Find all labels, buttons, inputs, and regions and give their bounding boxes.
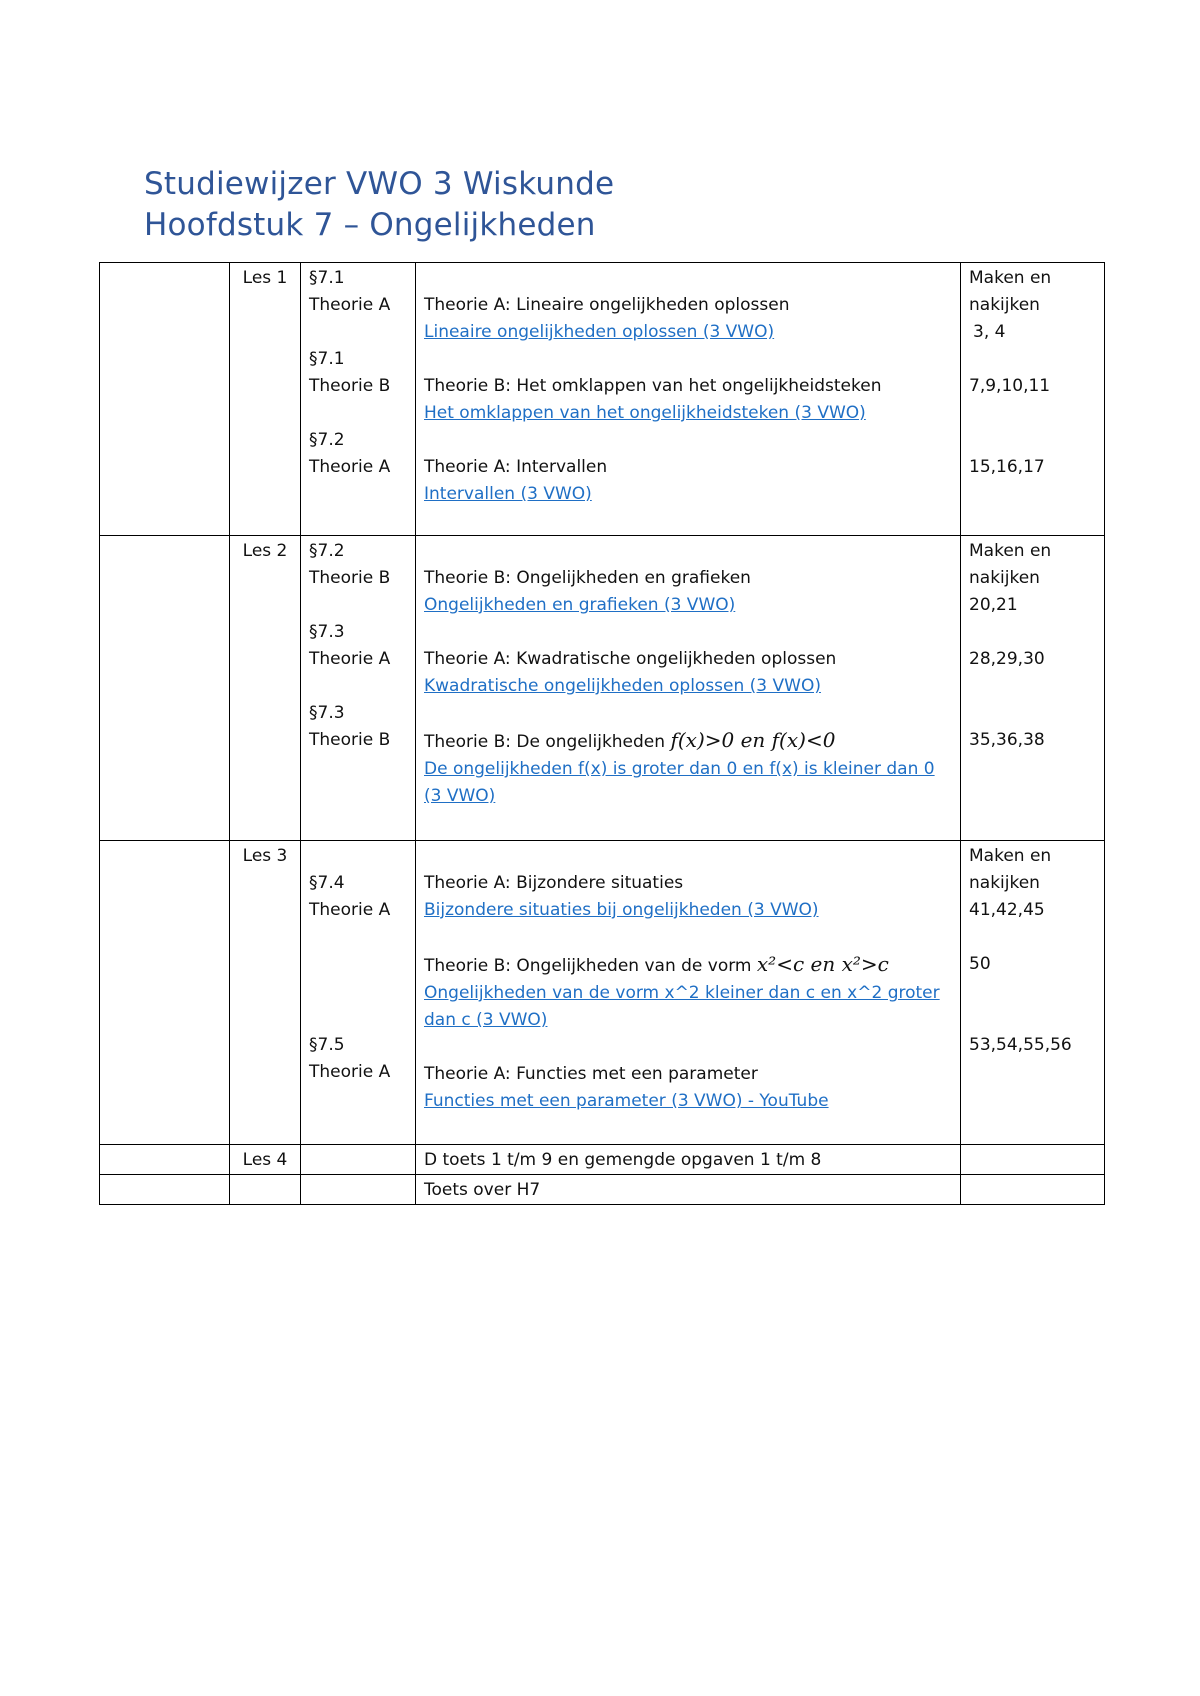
schedule-table [99,262,1105,1205]
theory-label: Theorie A: [424,457,511,477]
theory-label: Theorie A: [424,1064,511,1084]
assignment-heading: Maken en [969,846,1052,866]
theory-title: Functies met een parameter [516,1064,758,1084]
section-number: §7.1 [309,349,345,369]
exercises-cell [961,841,1105,1145]
table-row [100,536,1105,841]
empty-cell [301,1175,416,1205]
les-label: Les 2 [230,536,301,841]
section-theory: Theorie B [309,730,391,750]
video-link[interactable]: Het omklappen van het ongelijkheidsteken (3 VWO) [424,403,866,423]
theory-label: Theorie A: [424,873,511,893]
table-row [100,841,1105,1145]
video-link[interactable]: Intervallen (3 VWO) [424,484,592,504]
video-link[interactable]: Ongelijkheden en grafieken (3 VWO) [424,595,736,615]
content-cell: Toets over H7 [416,1175,961,1205]
exercise-numbers: 3, 4 [973,322,1006,342]
section-cell [301,841,416,1145]
section-theory: Theorie A [309,457,391,477]
les-label: Les 4 [230,1145,301,1175]
theory-heading [424,1061,952,1088]
table-row [100,263,1105,536]
section-theory: Theorie A [309,900,391,920]
theory-label: Theorie B: [424,568,511,588]
theory-heading [424,292,952,319]
theory-title: Ongelijkheden en grafieken [516,568,751,588]
theory-label: Theorie A: [424,649,511,669]
assignment-heading: nakijken [969,295,1040,315]
section-theory: Theorie B [309,568,391,588]
exercise-numbers: 7,9,10,11 [969,376,1051,396]
content-cell [416,841,961,1145]
theory-heading [424,454,952,481]
empty-cell [100,841,230,1145]
video-link[interactable]: Bijzondere situaties bij ongelijkheden (3 VWO) [424,900,819,920]
table-row [100,1175,1105,1205]
empty-cell [961,1145,1105,1175]
theory-title: Lineaire ongelijkheden oplossen [516,295,790,315]
theory-heading [424,870,952,897]
assignment-heading: Maken en [969,541,1052,561]
theory-heading [424,373,952,400]
assignment-heading: nakijken [969,568,1040,588]
video-link[interactable]: De ongelijkheden f(x) is groter dan 0 en f(x) is kleiner dan 0 (3 VWO) [424,759,935,806]
video-link[interactable]: Ongelijkheden van de vorm x^2 kleiner dan c en x^2 groter dan c (3 VWO) [424,983,940,1030]
exercise-numbers: 50 [969,954,991,974]
exercise-numbers: 28,29,30 [969,649,1045,669]
section-cell [301,263,416,536]
section-number: §7.2 [309,541,345,561]
theory-label: Theorie A: [424,295,511,315]
section-number: §7.5 [309,1035,345,1055]
empty-cell [100,1145,230,1175]
exercise-numbers: 15,16,17 [969,457,1045,477]
empty-cell [100,1175,230,1205]
theory-label: Theorie B: [424,732,511,752]
les-label [230,1175,301,1205]
section-number: §7.1 [309,268,345,288]
exercise-numbers: 35,36,38 [969,730,1045,750]
exercises-cell [961,536,1105,841]
exercise-numbers: 53,54,55,56 [969,1035,1072,1055]
video-link[interactable]: Lineaire ongelijkheden oplossen (3 VWO) [424,322,775,342]
section-theory: Theorie A [309,295,391,315]
exercises-cell [961,263,1105,536]
theory-title: Kwadratische ongelijkheden oplossen [516,649,837,669]
theory-label: Theorie B: [424,956,511,976]
exercise-numbers: 41,42,45 [969,900,1045,920]
formula: f(x)>0 en f(x)<0 [670,728,836,752]
theory-title: Ongelijkheden van de vorm [516,956,752,976]
theory-heading [424,646,952,673]
empty-cell [301,1145,416,1175]
assignment-heading: Maken en [969,268,1052,288]
exercise-numbers: 20,21 [969,595,1018,615]
section-cell [301,536,416,841]
theory-label: Theorie B: [424,376,511,396]
content-cell [416,536,961,841]
section-number: §7.3 [309,703,345,723]
document-title-block [144,164,614,246]
table-row [100,1145,1105,1175]
empty-cell [100,263,230,536]
empty-cell [961,1175,1105,1205]
content-cell [416,263,961,536]
section-theory: Theorie B [309,376,391,396]
video-link[interactable]: Functies met een parameter (3 VWO) - YouTube [424,1091,829,1111]
theory-heading [424,727,952,756]
document-title: Studiewijzer VWO 3 Wiskunde [144,166,615,202]
content-cell: D toets 1 t/m 9 en gemengde opgaven 1 t/m 8 [416,1145,961,1175]
section-number: §7.4 [309,873,345,893]
theory-title: Intervallen [516,457,608,477]
theory-heading [424,951,952,980]
theory-heading [424,565,952,592]
section-theory: Theorie A [309,649,391,669]
les-label: Les 1 [230,263,301,536]
formula: x²<c en x²>c [756,952,889,976]
video-link[interactable]: Kwadratische ongelijkheden oplossen (3 VWO) [424,676,821,696]
les-label: Les 3 [230,841,301,1145]
theory-title: De ongelijkheden [516,732,666,752]
section-number: §7.2 [309,430,345,450]
empty-cell [100,536,230,841]
document-subtitle: Hoofdstuk 7 – Ongelijkheden [144,207,596,243]
section-theory: Theorie A [309,1062,391,1082]
theory-title: Bijzondere situaties [516,873,684,893]
assignment-heading: nakijken [969,873,1040,893]
section-number: §7.3 [309,622,345,642]
theory-title: Het omklappen van het ongelijkheidsteken [516,376,882,396]
